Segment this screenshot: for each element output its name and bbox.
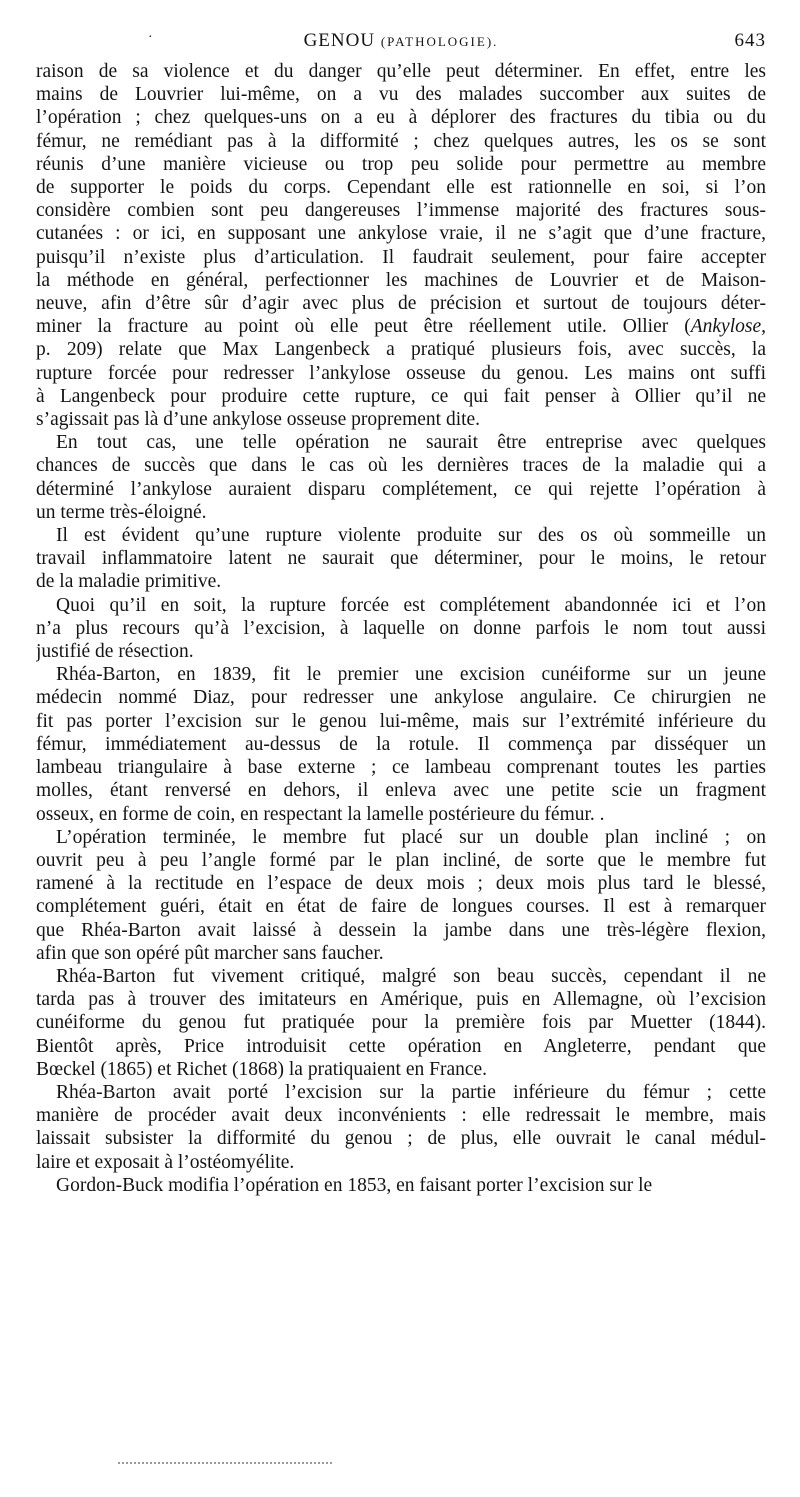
paragraph xyxy=(36,663,766,825)
text-line: En tout cas, une telle opération ne saurait être entreprise avec quelques xyxy=(56,432,766,454)
running-title-main: GENOU xyxy=(303,30,376,51)
text-line: de la maladie primitive. xyxy=(36,571,222,593)
text-line: à Langenbeck pour produire cette rupture, ce qui fait penser à Ollier qu’il ne xyxy=(36,385,766,407)
text-line: ramené à la rectitude en l’espace de deux mois ; deux mois plus tard le blessé, xyxy=(36,873,766,895)
paragraph xyxy=(36,431,766,524)
page-number: 643 xyxy=(734,30,766,51)
text-line: cunéiforme du genou fut pratiquée pour la première fois par Muetter (1844). xyxy=(36,1012,766,1034)
text-line: fémur, immédiatement au-dessus de la rotule. Il commença par disséquer un xyxy=(36,733,766,755)
text-line: L’opération terminée, le membre fut placé sur un double plan incliné ; on xyxy=(56,826,766,848)
text-line: molles, étant renversé en dehors, il enleva avec une petite scie un fragment xyxy=(36,780,766,802)
text-line: p. 209) relate que Max Langenbeck a pratiqué plusieurs fois, avec succès, la xyxy=(36,339,766,361)
text-line: chances de succès que dans le cas où les dernières traces de la maladie qui a xyxy=(36,455,766,477)
text-line: la méthode en général, perfectionner les machines de Louvrier et de Maison- xyxy=(36,269,766,291)
text-line: Rhéa-Barton, en 1839, fit le premier une excision cunéiforme sur un jeune xyxy=(56,664,766,686)
text-line: osseux, en forme de coin, en respectant la lamelle postérieure du fémur. . xyxy=(36,803,605,825)
text-line: laire et exposait à l’ostéomyélite. xyxy=(36,1151,295,1173)
body-text xyxy=(36,60,766,1197)
text-line: travail inflammatoire latent ne saurait que déterminer, pour le moins, le retour xyxy=(36,548,766,570)
text-line: miner la fracture au point où elle peut être réellement utile. Ollier (Ankylose, xyxy=(36,316,766,338)
text-line: Rhéa-Barton fut vivement critiqué, malgré son beau succès, cependant il ne xyxy=(56,965,766,987)
text-line: rupture forcée pour redresser l’ankylose osseuse du genou. Les mains ont suffi xyxy=(36,362,766,384)
paragraph xyxy=(36,965,766,1081)
text-line: un terme très-éloigné. xyxy=(36,501,207,523)
text-line: justifié de résection. xyxy=(36,641,194,663)
text-line: de supporter le poids du corps. Cependant elle est rationnelle en soi, si l’on xyxy=(36,177,766,199)
running-title xyxy=(36,30,766,52)
text-line: Rhéa-Barton avait porté l’excision sur la partie inférieure du fémur ; cette xyxy=(56,1081,766,1103)
text-line: Bœckel (1865) et Richet (1868) la pratiquaient en France. xyxy=(36,1058,488,1080)
text-line: Gordon-Buck modifia l’opération en 1853, en faisant porter l’excision sur le xyxy=(56,1174,653,1196)
text-line: complétement guéri, était en état de faire de longues courses. Il est à remarquer xyxy=(36,896,766,918)
running-title-sub: (PATHOLOGIE). xyxy=(380,34,499,49)
text-line: tarda pas à trouver des imitateurs en Amérique, puis en Allemagne, où l’excision xyxy=(36,989,766,1011)
paragraph xyxy=(36,826,766,965)
running-header xyxy=(36,30,766,56)
text-line: Quoi qu’il en soit, la rupture forcée est complétement abandonnée ici et l’on xyxy=(56,594,766,616)
text-line: mains de Louvrier lui-même, on a vu des malades succomber aux suites de xyxy=(36,84,766,106)
paragraph xyxy=(36,524,766,594)
footer-dotted-rule xyxy=(118,1462,332,1464)
text-line: fit pas porter l’excision sur le genou lui-même, mais sur l’extrémité inférieure du xyxy=(36,710,766,732)
text-line: considère combien sont peu dangereuses l’immense majorité des fractures sous- xyxy=(36,200,766,222)
text-line: médecin nommé Diaz, pour redresser une ankylose angulaire. Ce chirurgien ne xyxy=(36,687,766,709)
text-line: cutanées : or ici, en supposant une ankylose vraie, il ne s’agit que d’une fracture, xyxy=(36,223,766,245)
text-line: s’agissait pas là d’une ankylose osseuse proprement dite. xyxy=(36,409,481,431)
paragraph xyxy=(36,1174,766,1197)
text-line: ouvrit peu à peu l’angle formé par le plan incliné, de sorte que le membre fut xyxy=(36,849,766,871)
text-line: déterminé l’ankylose auraient disparu complétement, ce qui rejette l’opération à xyxy=(36,478,766,500)
text-line: raison de sa violence et du danger qu’elle peut déterminer. En effet, entre les xyxy=(36,61,766,82)
text-line: l’opération ; chez quelques-uns on a eu à déplorer des fractures du tibia ou du xyxy=(36,107,766,129)
text-line: Bientôt après, Price introduisit cette opération en Angleterre, pendant que xyxy=(36,1035,766,1057)
text-line: neuve, afin d’être sûr d’agir avec plus de précision et surtout de toujours déter- xyxy=(36,293,766,315)
text-line: laissait subsister la difformité du genou ; de plus, elle ouvrait le canal médul- xyxy=(36,1128,766,1150)
text-line: n’a plus recours qu’à l’excision, à laquelle on donne parfois le nom tout aussi xyxy=(36,617,766,639)
paragraph xyxy=(36,1081,766,1174)
text-line: lambeau triangulaire à base externe ; ce lambeau comprenant toutes les parties xyxy=(36,757,766,779)
text-line: fémur, ne remédiant pas à la difformité ; chez quelques autres, les os se sont xyxy=(36,130,766,152)
text-line: manière de procéder avait deux inconvénients : elle redressait le membre, mais xyxy=(36,1105,766,1127)
text-line: puisqu’il n’existe plus d’articulation. Il faudrait seulement, pour faire accepter xyxy=(36,246,766,268)
text-line: réunis d’une manière vicieuse ou trop peu solide pour permettre au membre xyxy=(36,153,766,175)
text-line: afin que son opéré pût marcher sans faucher. xyxy=(36,942,384,964)
text-line: que Rhéa-Barton avait laissé à dessein la jambe dans une très-légère flexion, xyxy=(36,919,766,941)
text-line: Il est évident qu’une rupture violente produite sur des os où sommeille un xyxy=(56,525,766,547)
header-mark: · xyxy=(148,30,154,45)
paragraph xyxy=(36,594,766,664)
paragraph xyxy=(36,60,766,431)
